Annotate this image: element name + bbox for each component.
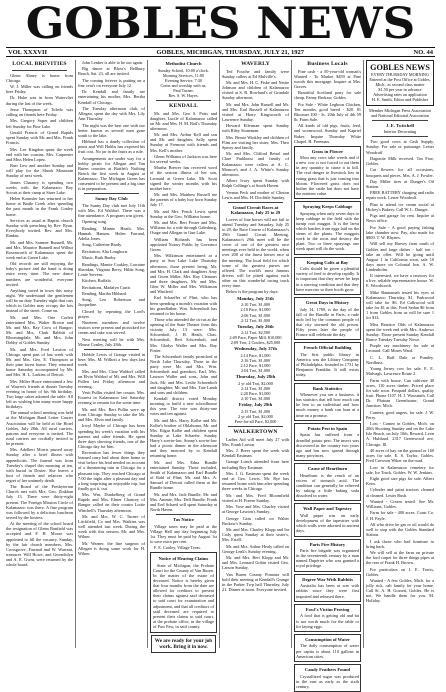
church-line: Come and worship with us. xyxy=(160,82,207,88)
news-item: Ted Fouche and family were Sunday callers at Ed Mulville's. xyxy=(222,68,289,79)
club-program-item: Reading, Minnie Heath, Mrs. Hannah Hansen, Helen Farrand, Adelia Jones. xyxy=(78,225,145,241)
news-item: Mr. and Mrs. Bert Pullin were up from Chicago Sunday to take the Mr. and Mrs. Elvin and family. xyxy=(78,406,145,423)
filler-article-text: Crystallized sugar was produced in the east as early as the sixth century. xyxy=(296,673,359,689)
race-day: Tuesday, July 26th xyxy=(237,323,274,329)
news-item: Hibbard has a dandy collection of ponts and Will Hobbs has exposed his fruit cost. No jar in the fruits as a rule. xyxy=(78,139,145,155)
filler-article-text: Colts should be given a plentiful variety of feed to develop rapidly. It is important that they never be kept in a starving condition and that they have exercise so their hoofs grow. xyxy=(296,266,359,292)
filler-article xyxy=(294,463,361,501)
news-item: Mr. and Mrs. Orie Corlett entertained Mrs. Walter Brown and Mr. and Mrs. Ray Crow of Bangor; Mr. and Mrs. Clark Babbitt of Bloomingdale, Mr. and Mrs. John Dobby of Gobles Sunday. xyxy=(6,314,73,346)
race-entry: 2:09 Trot, 2 Coulers, $25,000 xyxy=(230,340,281,346)
race-entry: 2:09 Pace, Paper Mill, $10,000 xyxy=(229,335,282,341)
info-line: H. E. Smith, Editor and Publisher xyxy=(371,97,429,103)
classified-item: For particulars on J. E. Travis, Gobles. xyxy=(366,566,434,577)
news-item: W. J. Miller was calling on friends here Friday. xyxy=(6,83,73,95)
filler-article-title: Potato Pest in Spain xyxy=(307,425,348,431)
info-line: EVERY THURSDAY MORNING xyxy=(371,72,429,77)
filler-article-text: Spain has suffered from a dreadful potato pest. The insect was discovered in the country two years ago and has now spread through many provinces. xyxy=(296,432,359,458)
divider xyxy=(228,202,283,203)
filler-article-text: Wall paper was an early development of the tapestries with which walls were adorned in ancient days. xyxy=(296,512,359,534)
classified-item: Farm with house. Can cultivate 40 acres, 110 acres timber. Priced place for sale soon. Postpaid dollars, quality fruit. Phone 1107. H. J. Waxsmith. Call Dr. Plutoan Greenhouse, Grand Junction, Mich. xyxy=(366,377,434,409)
classified-ads xyxy=(366,139,434,603)
news-item: Mr. and Mrs. Arthur Healy called on George Lenk's Sunday evening. xyxy=(222,543,289,554)
news-item: Mrs. and Mrs. Clare Waldorf called on Elvin Waldorf of Mt. and Mrs. Will Fullen last Friday afternoon and evening. xyxy=(78,368,145,389)
news-item: Glenn Abney is home from Chicago. xyxy=(6,72,73,83)
classified-item: Day Miller tires at Dunger's Oil Station. xyxy=(366,178,434,189)
filler-article-text: Heartburn is the result of an excess of stomach acid. The condition can generally be relieved by taking a little baking soda dissolved in water. xyxy=(296,472,359,499)
news-item: The Schoenhoft family picnicked at North Lake Thursday. Those in the party were Mr. and Mrs. Wm. Schoenhoft and grandson, Earl, Mrs. Lawson Waller and sons, John and Jack, Mr. and Mrs. Leslie Schoenhoft and daughter, Mr. and Mrs. Tate Lamb and sons and children. xyxy=(150,354,217,395)
divider xyxy=(84,349,139,350)
tax-line: F. E. Cooley, Village Treas. xyxy=(154,545,202,551)
classified-item: Wanted - A few Gobles, Mich. for a jolly rick, calt family for your home. Call St. A. H. Gossett, Gobles. He is not. We handle them for you. M. Holiday. xyxy=(366,578,434,604)
hearing-claims-notice xyxy=(150,552,217,633)
filler-article-title: Bank Statistics xyxy=(312,385,343,391)
news-item: Burr Lew and another Sunday and will play for the Shook Mountain Sunday of next week. xyxy=(6,163,73,179)
church-line: Rev. S. W. Hayes. xyxy=(168,92,199,98)
classified-item: All kinds of old pigs, fruits, feed, and wormwood, Sunday and Kapriel Baker. Inquire Thursday White Chapel. H. Freeman. xyxy=(294,123,361,144)
news-item: Mrs. Miller Howe entertained a few of Warren's friends at dinner Tuesday evening in honor of his 9th birthday. Two large cakes adorned the table. All left us wishing him many more happy birthdays. xyxy=(6,378,73,409)
news-item: Mrs. Gregory Soper and children left Sunday for Pine Lake. xyxy=(6,118,73,129)
tax-notice-text xyxy=(150,524,217,551)
walkertown-heading: WALKERTOWN xyxy=(233,429,278,436)
divider xyxy=(84,193,139,194)
club-program-item: Song, Catherine Brady. xyxy=(82,242,123,248)
masthead xyxy=(6,0,435,49)
news-item: Mr. and Mrs. Harry Kolbe and Mr. Kolbe's brother of Oklahoma, Mr. and Mrs. Edgar Kolbe and children spent Sunday at Lake Schaefer. Sunday Harry's son-in-law. Sonny's son-in-law had a picnic dinner in the afternoon and they motored by to Kendall returning home. xyxy=(150,417,217,459)
info-box-lines xyxy=(369,72,431,103)
news-item: Those who attended the circus at the opening of the State Theater from this vicinity July 13 were: Mrs. Schoenhoft, J. H. Heath, Chas. Schoenhoft, Bert Schoenhoft, and Mrs. Gladys Waller and Mrs. Ray Foster. xyxy=(150,317,217,353)
divider xyxy=(372,120,428,121)
column-2 xyxy=(76,60,148,648)
club-program-item: Recitation, Alta Longhorn. xyxy=(82,248,129,254)
news-item: Mr. and Mrs. Fred Lawton of Chicago spent part of last week with Mr. and Mrs. Geo. E. Thompson at their pine forest home. They returned home Saturday accompanied by Mr. and Mrs. H. L. Larkins of Detroit. xyxy=(6,346,73,378)
news-item: William Richards has been appointed Notary Public by Governor Green. xyxy=(150,236,217,252)
race-entry: 2 yr old Trot, $2,000 xyxy=(238,413,273,419)
news-item: Jesse Thompson of Toledo was calling on friends here Friday. xyxy=(6,106,73,118)
race-day: Wednesday, July 27th xyxy=(234,346,277,352)
business-locals-heading: Business Locals xyxy=(307,61,348,67)
filler-article xyxy=(294,664,361,692)
club-program-item: Nineteen members and twelve visitors were present and picnicked ice cream and cake was served. xyxy=(78,320,145,336)
divider xyxy=(156,100,211,101)
classified-item: Plan to attend ice cream social at Hickey's Bakery. Call W. L. Dunger. xyxy=(366,201,434,212)
race-entry: 2:16 Trot, $1,000 xyxy=(240,358,271,364)
job-work-text: We are ready for your job work. Bring it in now. xyxy=(154,638,213,651)
filler-article xyxy=(294,383,361,421)
classified-item: Young Jersey cow for sale. E. E. Mulvagh, Lawrence Route 2. xyxy=(366,366,434,377)
decorator-subtitle: Interior Decorating xyxy=(383,129,417,135)
news-item: The annual school meeting was held at the Michigan Band Letter Carrier Association will be held at the Hotel Gobles, July 28th. All rural carriers, patrons and everyone is invited. The rural carriers are cordially invited to be present. xyxy=(6,410,73,446)
classified-item: For Sale - White Leghorn Chicken, Ten months, good breed - $20. 81 Bloomer 100 - 3c. 20th July of 4th 59 lb. Farm Sale. xyxy=(294,101,361,122)
classified-item: If interested, we have a territory for a live, reliable representative house. W. E. Woodworth. xyxy=(366,273,434,289)
sunny-day-club-heading: Sunny Day Club xyxy=(95,196,128,202)
race-entry: 2:20 Pace, $1,000 xyxy=(240,391,271,397)
info-line: $1.50 per year in advance xyxy=(378,87,422,93)
filler-article-title: Degree War With Rabbits xyxy=(302,576,353,582)
filler-article xyxy=(294,146,361,200)
filler-article xyxy=(294,257,361,295)
news-item: Mrs. Wilkinson entertained at a party at Sun Lake Lake Thursday afternoon, those present being, Mr. and Mrs. H. Clark and daughters Amy and Gwen Miller, Mrs. Ray Clemons and three daughters, Mr. and Mrs. Glen W. Miller and Mrs. Wilkinson and Winifred. xyxy=(150,253,217,295)
news-item: Ladies Aid will meet July 27 with Mrs. Frank Larson. xyxy=(222,436,289,447)
methodist-church-heading: Methodist Church xyxy=(165,61,202,66)
news-item: James Chauncy is spending two weeks with the Kalamazoo Boy Scouts at their camp at Stuer Lake. xyxy=(6,179,73,195)
classified-item: Fine cash - a 50-year-old woman's Wanted - To Market $459 at Pine woods this mortgage. Inquire at Mrs. Graves. xyxy=(294,68,361,89)
news-item: Mr. and Mrs. Bert Klopp and Mr. and Mrs. Leonard Gobin visited Geo. Larson Sunday. xyxy=(222,555,289,571)
news-item: Mr. and Mrs. Jack Bundle, Mr. and Mrs. Ammie, Mrs. Dell Bundle, Frank and Earl Schaed will spent Saturday at North Haven. xyxy=(150,491,217,512)
classified-item: Dagonite Milk received. Tax Fixe, Gobles. xyxy=(366,155,434,167)
club-program-item: Closed by repeating the Lord's prayer. xyxy=(78,308,145,319)
news-item: Mrs. Bessie Winkley and children of Flint are visiting her sister, Mrs. Theo Sperry and family. xyxy=(222,134,289,150)
news-item: Mr. and Mrs. Fred Bloomfield visited at H. Freese Sunday. xyxy=(222,492,289,503)
news-item: The Board of the Presbyterian Church met with Mrs. Geo. Zinkhan July 13. There were thirty-eight present. The Foreign Mission Circle of Kalamazoo was there. A fine program was followed by a delicious luncheon served by the hostess. xyxy=(6,484,73,520)
news-item: Mr. and Mrs. H. C. Fiske and Nettie Johnson and children of Kalamazoo visited at S. B. Rowland's of Grindale Sunday afternoon. xyxy=(222,79,289,101)
hearing-claims-heading: Notice of Hearing Claims xyxy=(158,556,209,562)
filler-article-title: Candy Feathers Found xyxy=(304,667,351,673)
tax-line: Village taxes may be paid at the Village Hall any day beginning July 1st. They must be paid by August 1st to save extra per cent. xyxy=(150,523,217,544)
club-program-item: Reading, Martha Hibbard. xyxy=(82,290,128,296)
newspaper-title: GOBLES NEWS xyxy=(25,0,416,49)
news-item: At the meeting of the school board the resignation of Glenn Banfield was accepted and F. H. Moore was appointed to fill the vacancy. Sunday, by the fair church members, Mrs. Crossgrove, Farrand and W. Warrant, treasurer. Will Howe, and Gwendolyn and A. E. Gwnr, were returned by the whole board. xyxy=(6,521,73,567)
club-program-item: Opening song. xyxy=(82,219,108,225)
news-item: Mr. and Mrs. Fenck Lewis spent Sunday at the Geo. Williams home. xyxy=(150,208,217,219)
news-item: Irwyl Maybe of Chicago has been spending his week's vacation with his parents and other friends. He spent three days showing friends, one of the Chicago day for him. xyxy=(78,423,145,449)
filler-article-text: Whenever you see a business, it has statistics that tell how much can be lent to an individual and how much money a bank can loan at a time on a promise. xyxy=(296,392,359,418)
filler-article xyxy=(294,201,361,255)
classified-item: Farm for sale - 400 acres. Coast Co. J. H. Fayle. xyxy=(366,510,434,521)
church-schedule xyxy=(150,68,217,99)
classified-item: Lost - Cameo in Gobles, Mich. on 20th Shooting Sunday and on the Lake Isle Beach, on July 10th. Reward. Leon A. Hubbard. 2317 Greenwood ave, Chicago, Ill. xyxy=(366,421,434,447)
news-item: Arrangements are under way for a hobby picnic for Allegan and Van Buren counties at Bartlet's Nothing Beach the first week in August at Kalamazoo. The Michigan Green has consented to be present and a big time is in preparation. xyxy=(78,155,145,192)
filler-article-text: Most any cows take weeds and if a new cow is not forced to eat them in any quantity to cause it to kill. The real danger to livestock lies in eating grass that is just coming into bloom. Flowered grass does not bother the cattle but does not have the nutrient value. xyxy=(296,155,359,196)
classified-item: All who drive be gas or oil would do well to stop with the Gobles Standard Station. xyxy=(366,521,434,538)
news-item: Dr. Hoke was in from Watervliet during the last of the week. xyxy=(6,95,73,106)
filler-article-title: Great Days in History xyxy=(305,300,350,306)
news-item: Mrs. J. G. Eastman spent the week end at Geo. Lewis. Mr. Rye has returned home with him after spending three weeks in Chicago. xyxy=(222,470,289,492)
filler-article-title: French Official Building xyxy=(303,345,352,351)
info-box-title: GOBLES NEWS xyxy=(370,63,430,72)
news-item: Mr. and Mrs. Geo S. Potts and daughter, Lucile of Kalamazoo called on Mr. and Mrs. H. M. Bail's Thursday afternoon. xyxy=(150,110,217,131)
filler-article-text: Paris fire brigade was organized in the seventeenth century by a man named Dupérier who was granted a royal privilege. xyxy=(296,548,359,569)
news-item: Earl Schaeffer of Flint, who has been spending a month's vacation with his grandfather, Wm. Schoenhoft has returned to his home. xyxy=(150,295,217,316)
club-program-item: Next meeting will be with Mrs. Mouse Conley, July 28th. xyxy=(78,336,145,347)
local-brevities-items xyxy=(6,73,73,568)
classified-item: Cut flowers for all occasions, bouquets and pieces. Mrs. A. J. Fowler. xyxy=(366,167,434,178)
news-item: Services as usual at Baptist church Sunday with preaching by Rev. Ryan. Everybody invited. Rev. and Mrs. Rankin. xyxy=(6,217,73,239)
news-item: Mrs. Adelbert Morris passed away Sunday after a brief illness with appendicitis. The funeral was from Tuesday's chapel this morning at ten, with burial in Doster. She leaves a host of friends and relatives who regret of her untimely death. xyxy=(6,447,73,483)
news-item: Martha Brewer has received word of the serious illness of her son, Leonard at Green Lake. Mr. Scott signed the winter months with his mother here. xyxy=(150,165,217,191)
race-entry: 2:14 Pace, $1,000 xyxy=(240,352,271,358)
club-program-item: Recitations, Madalyn Curtis xyxy=(82,284,131,290)
race-entry: 2:14 Trot, $1,000 xyxy=(240,385,271,391)
kendall-items xyxy=(150,111,217,512)
filler-article xyxy=(294,604,361,632)
news-item: Mrs. Lee Kingdon spent the week end with her cousins, Mrs. Carpenter and Miss Helen Lopez. xyxy=(6,146,73,162)
race-entry: Free-for-all Pace, $2,000 xyxy=(234,418,277,424)
news-item: Gerald Francis of Grand Rapids spent Sunday with Mr. and Mrs. Frank Francis. xyxy=(6,129,73,146)
job-work-ad xyxy=(151,635,216,653)
race-entry: 2:06 Trot, $1,000 xyxy=(240,312,271,318)
news-item: Anything saved in town this noisy night. We understand the gentlemen will be on duty Tuesday night that cars which in Gobles may occupy the lots instead of the street. Come on. xyxy=(6,288,73,314)
filler-article xyxy=(294,634,361,662)
walkertown-items xyxy=(222,437,289,593)
classified-item: Cylinder and paint tractors cleaned at cleaned. Lester Rush. xyxy=(366,487,434,498)
classified-item: Eight good size pigs for sale. Albert Kern. xyxy=(366,476,434,487)
news-item: Glenn Williams of Jackson was here for several weeks. xyxy=(150,153,217,164)
race-entry: 2:12 Pace, $1,000 xyxy=(240,363,271,369)
club-program-item: The Sunny Day club met July 11th with Mrs. Ed Waldorf. There was a fine attendance. A program was given. xyxy=(78,202,145,219)
column-2-items-continued xyxy=(78,352,145,556)
classified-item: Lost in Kalamazoo cemetery for sale, Ice Truck. Gobles. W. W. Jenkins. xyxy=(366,464,434,475)
column-4 xyxy=(220,60,292,648)
filler-article-title: Fowl's Victim Proving xyxy=(305,606,350,612)
club-program-item: Song, Leo Robertson and Jacqueline. xyxy=(78,297,145,308)
column-3 xyxy=(148,60,220,651)
race-note: Below is the program by days: xyxy=(226,289,279,295)
sunny-day-club-items xyxy=(78,203,145,347)
news-item: Mrs. Wm. Dunkelberg of Grand Rapids and Mrs. Elmer Chancey of Bangor called on their cousin Lottie Winchell's Thursday afternoon. xyxy=(78,492,145,513)
classified-item: FREE BATTERY charging and radio repair work. Lester Woodruff. xyxy=(366,190,434,201)
news-item: Mr. and Mrs. Clifford Beisel and Clare Parkhurst and family of Kalamazoo were callers at A. C. Monroe's and J. A. White's Sunday afternoon. xyxy=(222,151,289,177)
news-item: Hobble Lewis of Grange visited in here. Mrs. M. Wilhott a few days last week. xyxy=(78,352,145,368)
filler-article xyxy=(294,342,361,380)
filler-article xyxy=(294,297,361,340)
filler-article xyxy=(294,503,361,536)
church-line: Morning Services, 11:00 xyxy=(162,72,205,78)
news-item: Albert Ivory spent Sunday with Ralph Collinge's at South Haven. xyxy=(222,178,289,189)
place-date: GOBLES, MICHIGAN, THURSDAY, JULY 21, 1927 xyxy=(156,48,305,56)
classified-item: Miss Beatrice Olds of Kalamazoo spent the week end with Mrs. Andrews Sunday. Those present Sunday Kendall Bunce Tuesday Tuesday Nowe. xyxy=(366,321,434,342)
news-item: Old records are still enjoying the baby's picture and the band is doing extra every time. The new dance numbers are wonderful, everyone invited. xyxy=(6,261,73,287)
news-item: Mrs. J. Breer spent the week with Kendall Eastman. xyxy=(222,448,289,459)
race-entry: 2:15 Trot, $1,000 xyxy=(240,408,271,414)
classified-item: Mike Bannamah tested his eyes at Kalamazoo Thursday, $1. Parkwood will take for $6. Ed Calkwood will take for $1 at this. Ford Sedan $6 from 1 from Gobles from us will be sure 1 for $14. xyxy=(366,289,434,321)
news-item: Mr. and Mrs. Edna Bundle entertained Sunday. Those included, Smith of Kalamazoo and Earl Bundle of Rahl of Flint; Mr. and Mrs. A. Samuel of Detroit called them at the Rundle home. xyxy=(150,459,217,491)
news-item: The night was the best one with our better known as several men gone south to the lake. xyxy=(78,122,145,138)
news-item: Vernon Peck and mother of Clinton Lewis and Mrs. H. Doolittle Sunday. xyxy=(222,189,289,200)
news-item: Kendall district voted Monday morning to build a new schoolhouse this year. The vote was thirty-one votes and ten against. xyxy=(150,396,217,417)
news-item: Recreation has fewer things they learned carry had about there home to visit before his lead needed on account of a threatening rain in Chicago for a pleasant trip. They reached Chicago at 7:00 the night after a pleasant day and a long surprising an enjoyable trip, but finally got it, out. xyxy=(78,450,145,491)
news-item: Mr. and Mrs. Charley Klopp and Ira Cody spent Sunday at their sister's, Mrs. Estell. xyxy=(222,527,289,543)
club-program-item: Kitchen, Buffalo xyxy=(82,278,111,284)
filler-article-title: Wall Paper and Tapestry xyxy=(303,506,352,512)
gobles-news-info-box xyxy=(366,60,434,106)
column-5 xyxy=(292,60,364,689)
race-entry: 2:10 Trot, $1,000 xyxy=(240,302,271,308)
column-1 xyxy=(4,60,76,648)
filler-article-text: A fowl that is getting old and fat is not worth much for the table or for laying eggs. xyxy=(296,613,359,629)
info-line: Advertising rates on application xyxy=(373,92,427,98)
filler-article-text: July 14, 1789, is the day of the fall of the Bastille in Paris, a rude mob led by the common people of that city stormed the old prison. Fifty years later the people of France still celebrate the day. xyxy=(296,306,359,338)
classified-item: Two good cows at Cash Supply, Sunday. For sale or pasturage. Lester Woodruff. xyxy=(366,139,434,155)
business-locals-items xyxy=(294,69,361,144)
column-6 xyxy=(364,60,436,648)
waverly-heading: WAVERLY xyxy=(241,61,270,67)
race-day: Friday, July 29th xyxy=(238,402,273,408)
info-line: Entered at the Post Office at Gobles, Mich., as second class matter xyxy=(369,77,431,88)
race-day: Thursday, July 28th xyxy=(235,374,276,380)
news-item: Vesti Pullin visited her cousin, Mrs. Fourest in Kalamazoo last Saturday evening to remain for the some time. xyxy=(78,390,145,406)
news-item: Big dance at Bloss's Bellbury Beach, Sat. 23, all are invited. xyxy=(78,66,145,77)
decorator-name: J. E. Twitchell xyxy=(386,122,414,128)
race-entry: 2:10 Trot, $1,000 xyxy=(240,396,271,402)
kendall-heading: KENDALL xyxy=(168,103,199,110)
news-item: Grange Lunch attended from here including Roy Eastman. xyxy=(222,459,289,470)
filler-article-text: Spraying when only seven days to keep cabbage in the field with the turnip root maggot. It is the larva which hatches from eggs laid on the stems of the plants. The maggots work in the roots and destroy the plant. Two or three sprayings one week apart will do the work. xyxy=(296,210,359,252)
filler-article-title: Keeping Colts at Bay xyxy=(306,259,349,265)
race-entry: 2:12 Trot, $2,500 xyxy=(240,330,271,336)
race-entry: 2:04 Trot, $1,000 xyxy=(240,368,271,374)
church-line: Evening Service, 7:30 xyxy=(164,77,203,83)
filler-article-text: The daily consumption of water per capita is about 110 gallons in American cities. xyxy=(296,643,359,659)
local-brevities-heading: LOCAL BREVITIES xyxy=(12,61,67,67)
classified-item: Beautiful Scotland pony for sale cheap. Fanny Brokaw, Gobles. xyxy=(294,90,361,101)
news-item: Mr. and Mrs. W. C. Turner of Litchfield, Co and Mrs. Watkins was well attended last week. During the week with this session, Mr. and Mrs. Wilner. xyxy=(78,513,145,540)
columns xyxy=(4,60,437,689)
news-item: The Tuesday afternoon club, of Allegan, spent the day with Mrs. Lily Ann Thursday. xyxy=(78,105,145,122)
filler-article-title: Consumption of Water xyxy=(305,636,350,642)
divider xyxy=(156,514,211,515)
filler-article-title: Grass in Flower xyxy=(311,148,344,154)
filler-article xyxy=(294,423,361,461)
race-intro: Lovers of fine horses will not fail to attend Tuesday and Saturday, July 25 to 29, the Race Course of Kalamazoo's 29th Grand Circuit Meeting. Kalamazoo's 29th meet will be the cover of one of the greatest race meetings ever held in the world, when over 200 of the finest horses race at the meeting. The local field for which some of the greatest purses are offered. The world's most famous drivers will be pitted against each other on this wonderful racing track every time. xyxy=(222,216,289,289)
filler-article xyxy=(294,539,361,572)
club-program-item: Music, Ruth Rueby. xyxy=(82,255,117,261)
volume-number: VOL XXXVII xyxy=(8,48,48,56)
column-2-items xyxy=(78,60,145,191)
dateline xyxy=(6,47,435,57)
filler-article-text: Australia has been at war with rabbits since they were first imported and released there. xyxy=(296,583,359,599)
member-note: Member Michigan Press Association and National Editorial Association xyxy=(369,107,431,118)
grand-circuit-heading: Grand Circuit Races at Kalamazoo, July 25 to 29 xyxy=(230,204,281,216)
filler-article xyxy=(294,574,361,602)
news-item: The coming forever is putting on a fine cent's on everyone July 12. xyxy=(78,77,145,88)
news-item: Mr. and Mrs. Arthur Kell and son and Mr. and daughter, Sally spent Sunday at Fremont with friends and Mrs. Kell's mother. xyxy=(150,132,217,153)
filler-article-title: Paris Fire History xyxy=(309,541,346,547)
news-item: Helen Kounsler has returned to her home at Battle Creek after spending the past month in the Frank Conley home. xyxy=(6,196,73,217)
classified-item: Pigs and garage for rent. Inquire at News office. xyxy=(366,213,434,224)
classified-item: Purple ray machinery for sale at Leonard. Call Moses Ward. xyxy=(366,343,434,354)
waverly-items xyxy=(222,69,289,200)
news-item: Mr. and Mrs. John Russell and Mr. and Mrs. Earl Russell of Kalamazoo visited at Harry Kingsworth of Lawrence Sunday. xyxy=(222,101,289,122)
divider xyxy=(228,426,283,427)
news-item: Dr. Kendall and family are entertaining his mother, Mrs. Bertha Kendall of Chicago. xyxy=(78,89,145,105)
classified-item: Camera, good angers, for sale. J. W. Perry. xyxy=(366,409,434,420)
news-item: George Cain called on Walter Brokaw's Sunday. xyxy=(222,515,289,526)
race-program xyxy=(222,296,289,424)
news-item: John Lenker is able to be out again. xyxy=(82,60,144,65)
church-line: Paul Turner. xyxy=(173,87,194,93)
filler-article-text: The first public library in America was the Library Company of Philadelphia, founded in 1731 by Benjamin Franklin. It still exists today. xyxy=(296,351,359,378)
club-program-item: Readings, Mamie Coakley, Lorraine Sheridan, Virginia Berry, Hilda Song, Louie Stevens. xyxy=(78,261,145,277)
classified-item: We will sell at the farm on private the ford carpet for three things pipes at the rear of Frank H. Brown. xyxy=(366,550,434,566)
classified-item: I ask those who had furniture to bring back. xyxy=(366,538,434,549)
divider xyxy=(372,136,428,137)
race-day: Monday, July 25th xyxy=(237,295,274,301)
filler-article-title: Cause of Heartburn xyxy=(307,466,348,472)
classified-item: 40 acres of hay on the ground or 160 acres for sale. E. S. Taylor, Gobles. Fred Crewson Wiker on the road. xyxy=(366,447,434,464)
issue-number: NO. 44 xyxy=(413,48,433,56)
race-entry: 2:12 Trot, $1,000 xyxy=(240,317,271,323)
news-item: Van Buren County Pomona will hold their meeting at Kendall's Grange in the Parker Twp hall Thursday, July 21. Dinner at noon. Everyone invited. xyxy=(222,571,289,593)
filler-articles xyxy=(294,146,361,692)
classified-item: For Sale - A good paying fishing lake chamber now. Pay, also made for $800. T. W. Rhynes. xyxy=(366,224,434,241)
classified-item: C. L. Buff Dale or Pumley. Nordbuss. xyxy=(366,354,434,365)
news-item: Mrs. Vose and Mrs. Charley visited at George Lawton's Sunday. xyxy=(222,504,289,515)
race-entry: 2:10 Pace, $1,000 xyxy=(240,307,271,313)
hearing-claims-text: State of Michigan, the Probate Court for the County of Van Buren. In the matter of the estate of deceased. Notice is hereby given that four months from the date are allowed for creditors to present their claims against said deceased to said court for examination and adjustment, and that all creditors of said deceased are required to present their claims to said court, at the probate office, in the village of Paw Paw, in said county. xyxy=(153,562,214,629)
news-item: Mr. and Mrs. Matthew Russell are the parents of a baby boy born Sunday July 17. xyxy=(150,192,217,208)
divider xyxy=(12,70,67,71)
classified-item: Wanted - Cream tested. See Mr. Williams, Gobles. xyxy=(366,498,434,510)
news-item: Mr. and Mrs. Sonmer Bunnell, Mr. and Mrs. Maurice Bunnell and Wilbur Rosenworth of Kalamazoo spent the week end at Green Lake. xyxy=(6,239,73,260)
race-entry: 2 yr old Trot, $2,000 xyxy=(238,380,273,386)
filler-article-title: Spraying Keeps Cabbage xyxy=(302,204,353,210)
tax-notice-heading: Tax Notice xyxy=(173,517,194,523)
classified-item: Will sell my Harvey farm south of Gobles and large dishes - half ton - take an offer. Will be going until August 1 in California soon, sale 10 days more on Colonial Inn. A. W. Lindenholm. xyxy=(366,241,434,272)
news-item: Howard Eilerman spent Sunday with Riley Stoneman. xyxy=(222,123,289,134)
news-item: Mr. Warner, the line surgeon of Allegan is doing some work for H. Wilner. xyxy=(78,540,145,556)
church-line: Sunday School, 10:00 o'clock. xyxy=(158,67,209,73)
news-item: Mr. and Mrs. Bert Foster and Mrs. Williams for a ride through Galesburg, Osage and Allegan in Gun Lake. xyxy=(150,220,217,236)
